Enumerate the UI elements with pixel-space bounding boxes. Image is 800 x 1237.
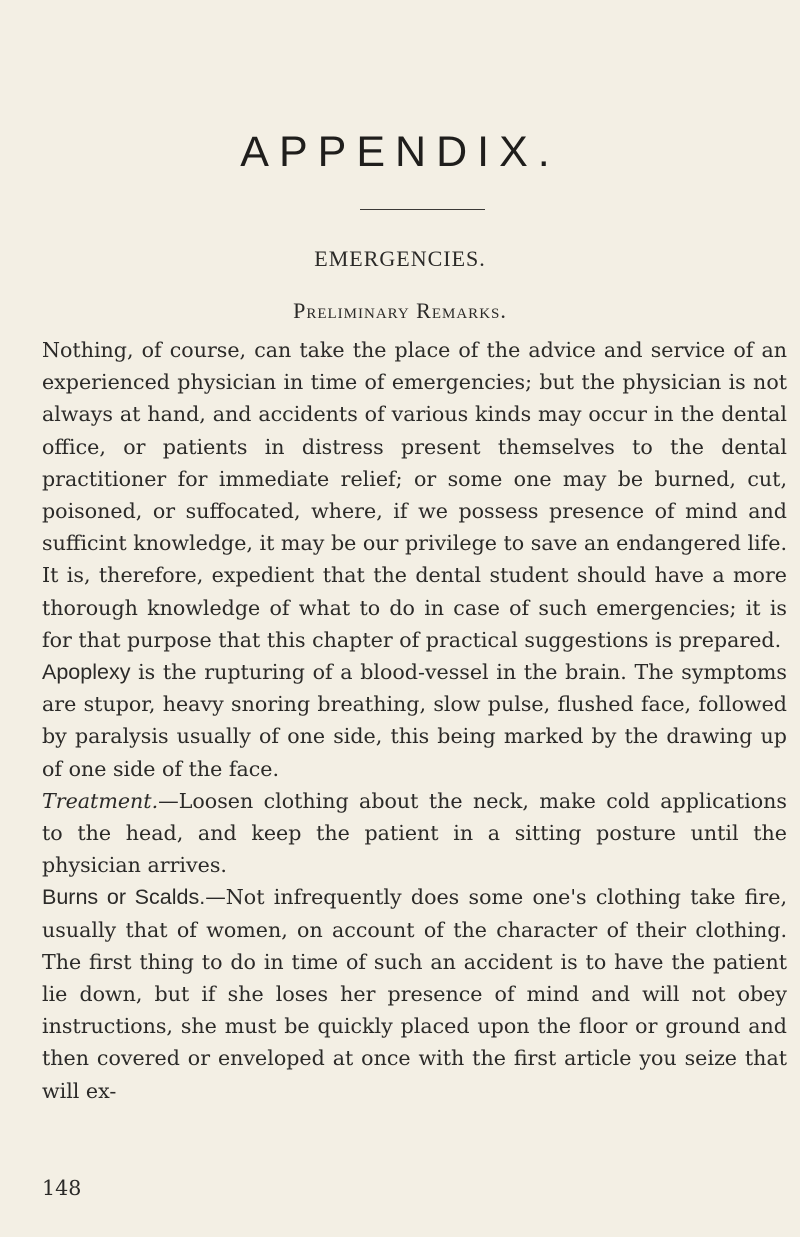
treatment-paragraph xyxy=(42,785,787,882)
treatment-label: Treatment. xyxy=(42,788,159,813)
appendix-title: APPENDIX. xyxy=(240,128,560,176)
burns-paragraph xyxy=(42,881,787,1106)
title-rule-divider xyxy=(360,209,485,210)
burns-term: Burns or Scalds. xyxy=(42,885,206,910)
body-text xyxy=(42,334,787,1107)
subheading: Preliminary Remarks. xyxy=(293,298,507,323)
burns-text: —Not infrequently does some one's clothing take fire, usually that of women, on account of the character of their clothing. The first thing to do in time of such an accident is to have the patient lie down, but if she loses her presence of mind and will not obey instructions, she must be quickly placed upon the floor or ground and then covered or enveloped at once with the first article you seize that will ex- xyxy=(42,885,787,1103)
apoplexy-paragraph xyxy=(42,656,787,785)
page-number: 148 xyxy=(42,1176,82,1200)
treatment-text: —Loosen clothing about the neck, make cold applications to the head, and keep the patient in a sitting posture until the physician arrives. xyxy=(42,788,787,878)
apoplexy-term: Apoplexy xyxy=(42,660,131,685)
apoplexy-text: is the rupturing of a blood-vessel in the brain. The symptoms are stupor, heavy snoring breathing, slow pulse, flushed face, followed by paralysis usually of one side, this being marked by the drawing up of one side of the face. xyxy=(42,660,787,781)
section-heading: EMERGENCIES. xyxy=(314,246,486,271)
intro-paragraph: Nothing, of course, can take the place of the advice and service of an experienced physician in time of emergencies; but the physician is not always at hand, and accidents of various kinds may occur in the dental office, or patients in distress present themselves to the dental practitioner for immediate relief; or some one may be burned, cut, poisoned, or suffocated, where, if we possess presence of mind and sufficint knowledge, it may be our privilege to save an endangered life. It is, therefore, expedient that the dental student should have a more thorough knowledge of what to do in case of such emergencies; it is for that purpose that this chapter of practical suggestions is prepared. xyxy=(42,338,787,652)
